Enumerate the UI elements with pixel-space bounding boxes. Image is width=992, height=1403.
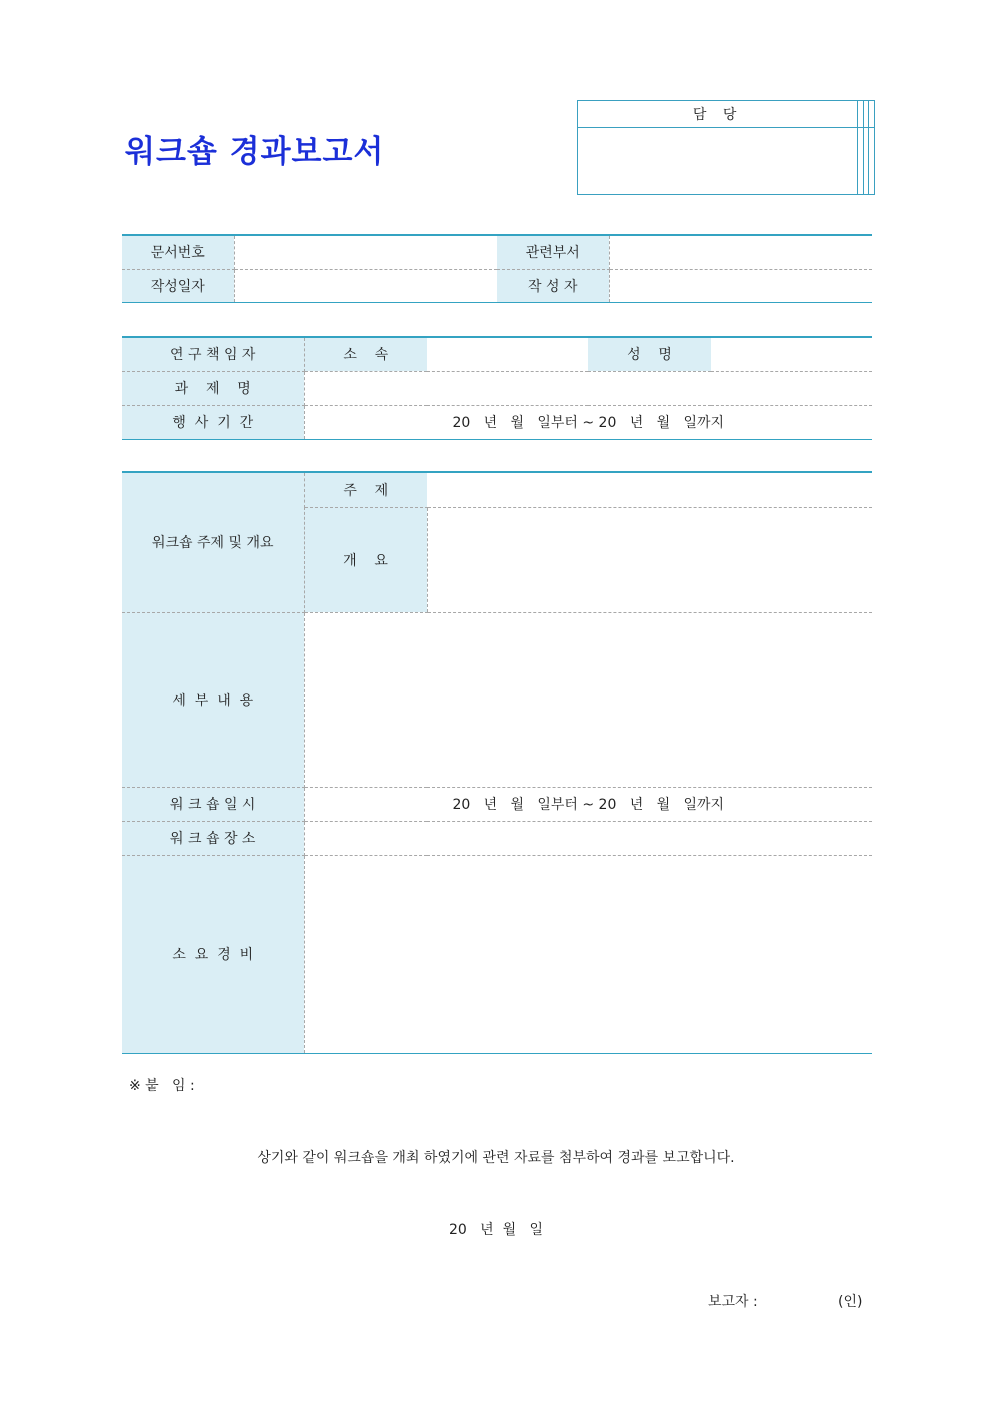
topic-label: 과 제 명 xyxy=(122,371,304,405)
details-label: 세 부 내 용 xyxy=(122,612,304,787)
subject-label: 주 제 xyxy=(304,472,427,507)
workshop-datetime-label: 워 크 숍 일 시 xyxy=(122,787,304,821)
workshop-place-label: 워 크 숍 장 소 xyxy=(122,821,304,855)
approval-header: 담 당 xyxy=(578,101,858,128)
doc-number-label: 문서번호 xyxy=(122,235,234,269)
subject-field[interactable] xyxy=(427,472,872,507)
name-label: 성 명 xyxy=(588,337,711,371)
affiliation-field[interactable] xyxy=(427,337,588,371)
author-label: 작 성 자 xyxy=(497,269,609,302)
approval-sign-cell[interactable] xyxy=(869,128,875,195)
date-field[interactable] xyxy=(234,269,497,302)
cost-label: 소 요 경 비 xyxy=(122,855,304,1053)
reporter-label: 보고자 : xyxy=(708,1294,758,1310)
workshop-datetime-value[interactable]: 20 년 월 일부터 ~ 20 년 월 일까지 xyxy=(304,787,872,821)
doc-info-table xyxy=(122,234,872,303)
overview-label: 개 요 xyxy=(304,507,427,612)
report-date: 20 년 월 일 xyxy=(449,1222,543,1238)
pi-label: 연 구 책 임 자 xyxy=(122,337,304,371)
overview-field[interactable] xyxy=(427,507,872,612)
subject-overview-label: 워크숍 주제 및 개요 xyxy=(122,472,304,612)
page-title: 워크숍 경과보고서 xyxy=(125,134,385,170)
approval-sign-cell[interactable] xyxy=(578,128,858,195)
project-table xyxy=(122,336,872,440)
workshop-table xyxy=(122,471,872,1054)
affiliation-label: 소 속 xyxy=(304,337,427,371)
details-field[interactable] xyxy=(304,612,872,787)
approval-slot-header xyxy=(869,101,875,128)
topic-field[interactable] xyxy=(304,371,872,405)
approval-box xyxy=(577,100,875,195)
attachment-note: ※ 붙 임 : xyxy=(129,1078,195,1094)
name-field[interactable] xyxy=(711,337,872,371)
doc-number-field[interactable] xyxy=(234,235,497,269)
workshop-place-field[interactable] xyxy=(304,821,872,855)
cost-field[interactable] xyxy=(304,855,872,1053)
report-statement: 상기와 같이 워크숍을 개최 하였기에 관련 자료를 첨부하여 경과를 보고합니다. xyxy=(257,1150,735,1166)
related-dept-field[interactable] xyxy=(609,235,872,269)
period-label: 행 사 기 간 xyxy=(122,405,304,439)
period-value[interactable]: 20 년 월 일부터 ~ 20 년 월 일까지 xyxy=(304,405,872,439)
date-label: 작성일자 xyxy=(122,269,234,302)
seal-mark: (인) xyxy=(838,1294,863,1310)
related-dept-label: 관련부서 xyxy=(497,235,609,269)
author-field[interactable] xyxy=(609,269,872,302)
